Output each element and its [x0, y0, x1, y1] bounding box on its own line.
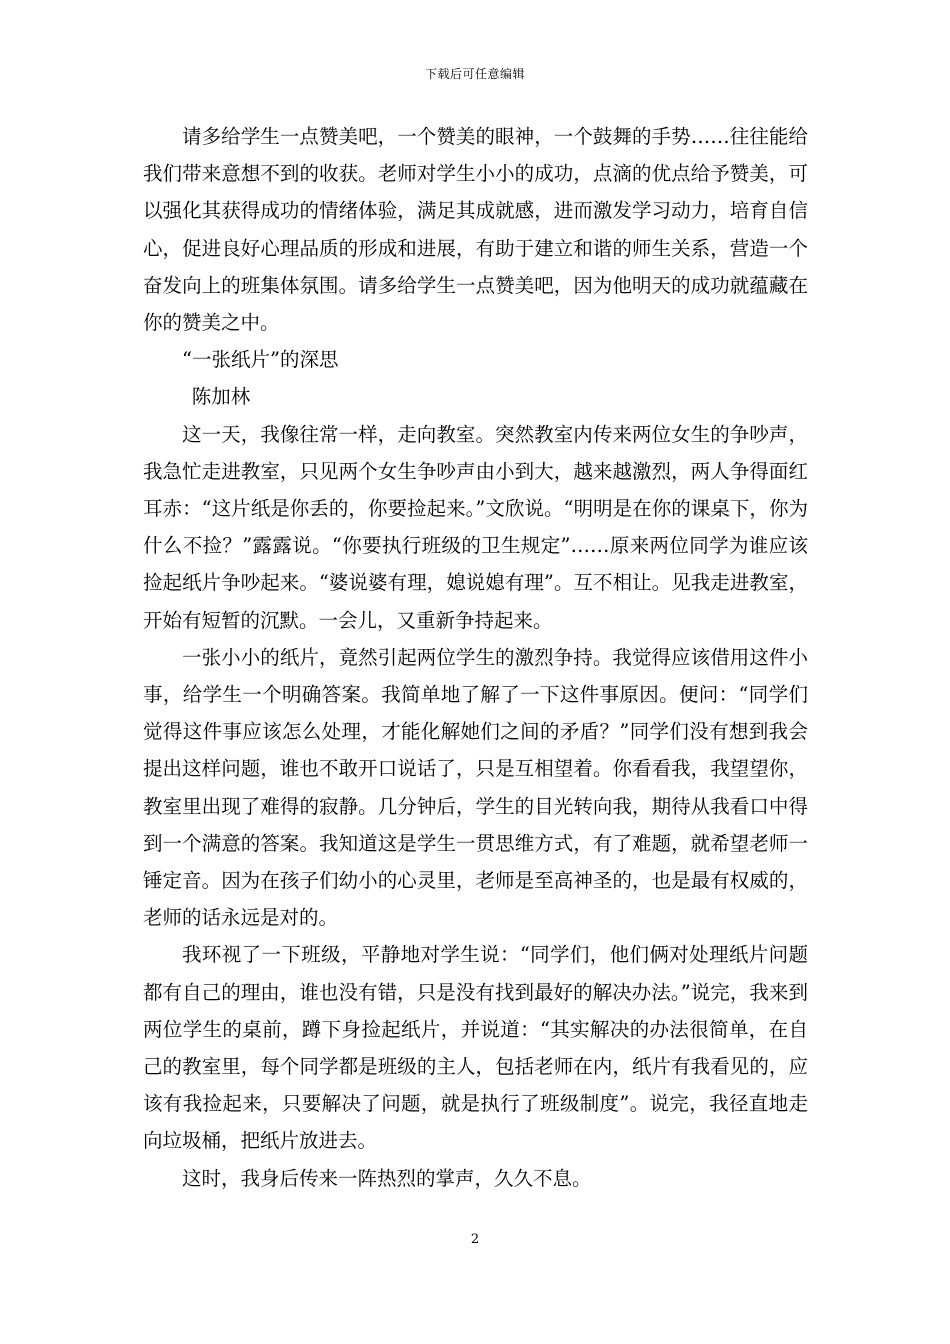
page-number: 2	[470, 1232, 480, 1247]
body-paragraph-2: 一张小小的纸片，竟然引起两位学生的激烈争持。我觉得应该借用这件小事，给学生一个明确答案。我简单地了解了一下这件事原因。便问：“同学们觉得这件事应该怎么处理，才能化解她们之间的矛盾？”同学们没有想到我会提出这样问题，谁也不敢开口说话了，只是互相望着。你看看我，我望望你，教室里出现了难得的寂静。几分钟后，学生的目光转向我，期待从我看口中得到一个满意的答案。我知道这是学生一贯思维方式，有了难题，就希望老师一锤定音。因为在孩子们幼小的心灵里，老师是至高神圣的，也是最有权威的，老师的话永远是对的。	[143, 645, 808, 930]
document-body	[143, 118, 808, 1197]
author-name: 陈加林	[191, 385, 251, 409]
article-title: “一张纸片”的深思	[182, 348, 339, 372]
intro-paragraph: 请多给学生一点赞美吧，一个赞美的眼神，一个鼓舞的手势……往往能给我们带来意想不到的收获。老师对学生小小的成功，点滴的优点给予赞美，可以强化其获得成功的情绪体验，满足其成就感，进而激发学习动力，培育自信心，促进良好心理品质的形成和进展，有助于建立和谐的师生关系，营造一个奋发向上的班集体氛围。请多给学生一点赞美吧，因为他明天的成功就蕴藏在你的赞美之中。	[143, 125, 808, 335]
body-paragraph-3: 我环视了一下班级，平静地对学生说：“同学们，他们俩对处理纸片问题都有自己的理由，谁也没有错，只是没有找到最好的解决办法。”说完，我来到两位学生的桌前，蹲下身捡起纸片，并说道：“其实解决的办法很简单，在自己的教室里，每个同学都是班级的主人，包括老师在内，纸片有我看见的，应该有我捡起来，只要解决了问题，就是执行了班级制度”。说完，我径直地走向垃圾桶，把纸片放进去。	[143, 943, 808, 1153]
page-header: 下载后可任意编辑	[424, 67, 525, 81]
body-paragraph-1: 这一天，我像往常一样，走向教室。突然教室内传来两位女生的争吵声，我急忙走进教室，只见两个女生争吵声由小到大，越来越激烈，两人争得面红耳赤：“这片纸是你丢的，你要捡起来。”文欣说。“明明是在你的课桌下，你为什么不捡？”露露说。“你要执行班级的卫生规定”……原来两位同学为谁应该捡起纸片争吵起来。“婆说婆有理，媳说媳有理”。互不相让。见我走进教室，开始有短暂的沉默。一会儿，又重新争持起来。	[143, 422, 808, 632]
body-paragraph-4: 这时，我身后传来一阵热烈的掌声，久久不息。	[182, 1166, 592, 1190]
